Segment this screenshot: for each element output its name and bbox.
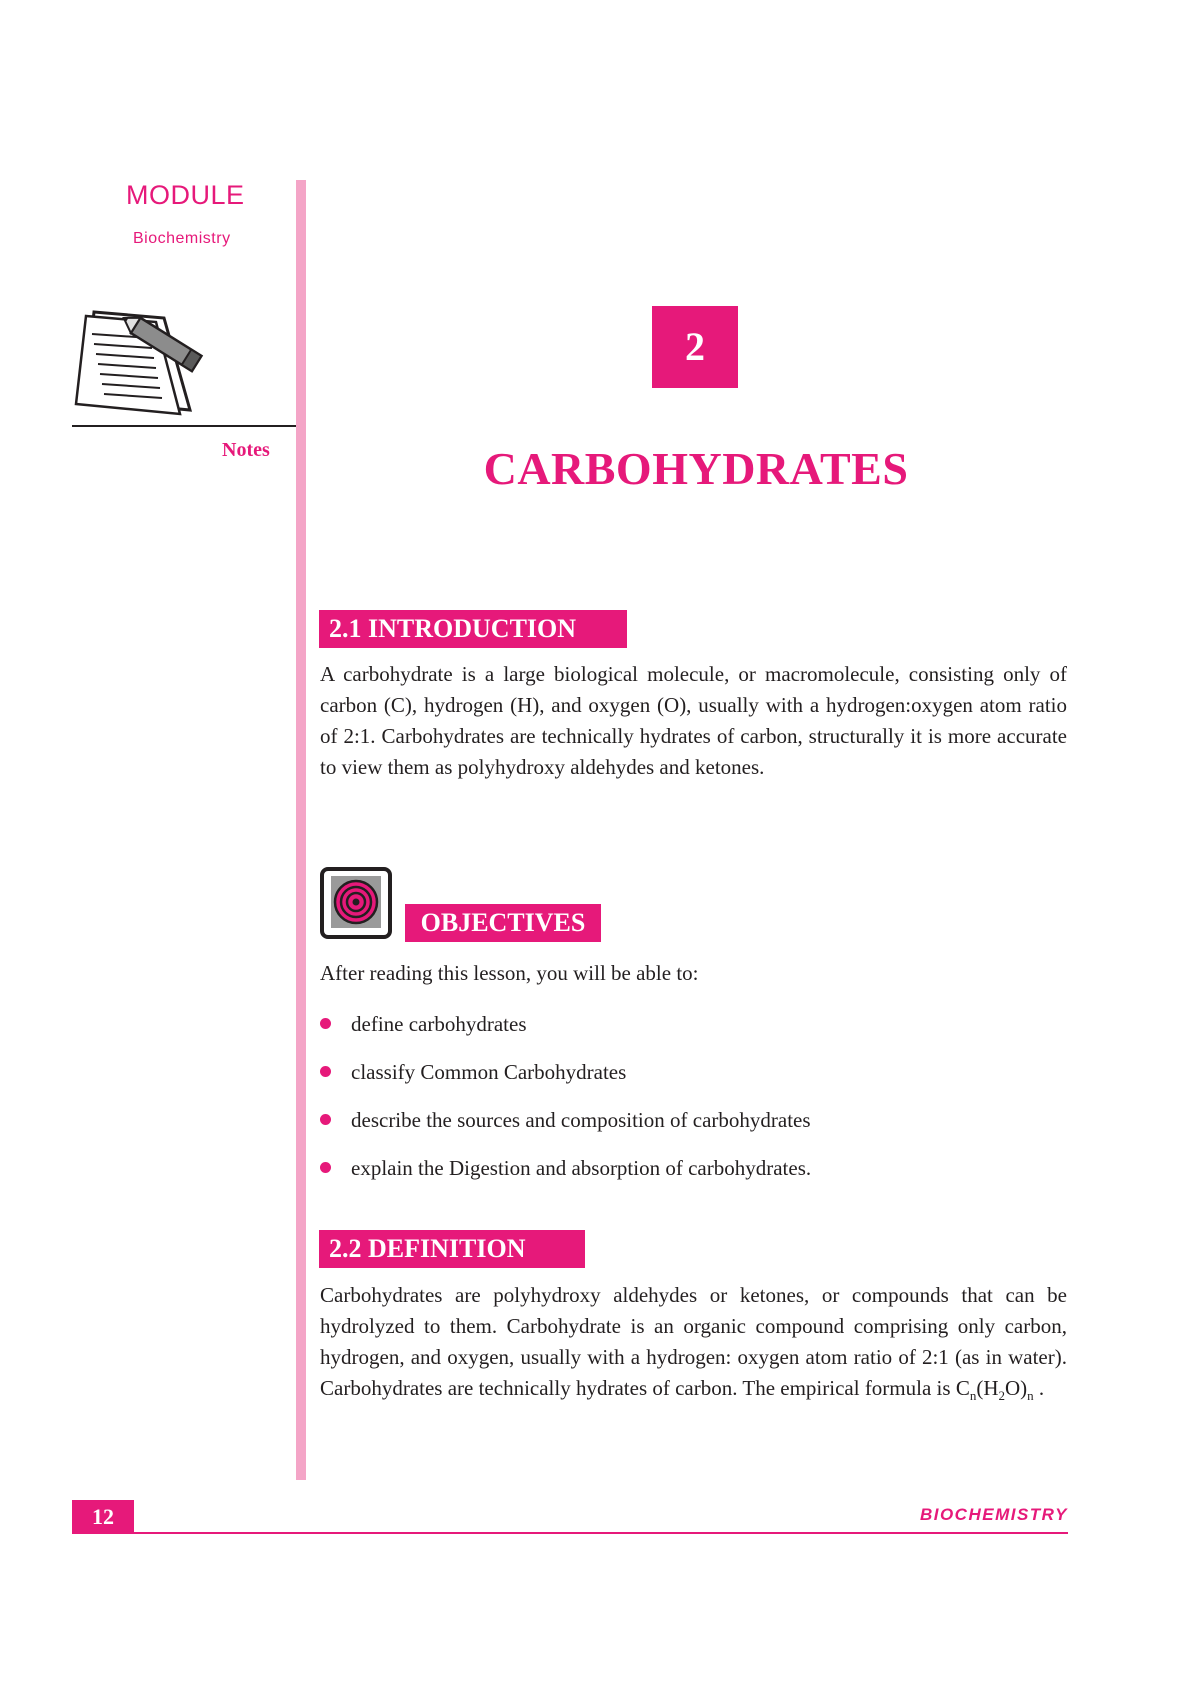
objective-text: describe the sources and composition of carbohydrates xyxy=(351,1108,811,1132)
definition-heading: 2.2 DEFINITION xyxy=(319,1230,585,1268)
page-number: 12 xyxy=(72,1500,134,1534)
objectives-lead: After reading this lesson, you will be able to: xyxy=(320,961,699,985)
introduction-paragraph: A carbohydrate is a large biological molecule, or macromolecule, consisting only of carbon (C), hydrogen (H), and oxygen (O), usually with a hydrogen:oxygen atom ratio of 2:1. Carbohydrates are technically hydrates of carbon, structurally it is more accurate to view them as polyhydroxy aldehydes and ketones. xyxy=(320,662,1067,779)
bullet-icon xyxy=(320,1066,331,1077)
list-item xyxy=(320,1058,626,1086)
objective-text: explain the Digestion and absorption of carbohydrates. xyxy=(351,1156,812,1180)
notes-divider xyxy=(72,425,300,427)
notepad-pen-icon xyxy=(72,300,212,420)
definition-body: Carbohydrates are polyhydroxy aldehydes or ketones, or compounds that can be hydrolyzed to them. Carbohydrate is an organic compound comprising only carbon, hydrogen, and oxygen, usually with a hydrogen: oxygen atom ratio of 2:1 (as in water). Carbohydrates are technically hydrates of carbon. xyxy=(320,1283,1067,1400)
list-item xyxy=(320,1106,811,1134)
module-subject: Biochemistry xyxy=(133,230,231,247)
notes-label: Notes xyxy=(222,439,270,461)
footer-title: BIOCHEMISTRY xyxy=(919,1505,1068,1524)
list-item xyxy=(320,1154,811,1182)
objective-text: classify Common Carbohydrates xyxy=(351,1060,627,1084)
empirical-formula: $C_n(H_2O)_n$ . xyxy=(955,1376,1045,1404)
chapter-title: CARBOHYDRATES xyxy=(483,443,909,494)
target-icon xyxy=(319,866,393,940)
margin-bar xyxy=(296,180,306,1480)
footer-rule xyxy=(134,1532,1068,1534)
introduction-heading: 2.1 INTRODUCTION xyxy=(319,610,627,648)
formula-lead: The empirical formula is xyxy=(742,1376,951,1400)
objectives-heading: OBJECTIVES xyxy=(405,904,601,942)
module-label: MODULE xyxy=(126,180,245,210)
list-item xyxy=(320,1010,527,1038)
bullet-icon xyxy=(320,1018,331,1029)
definition-paragraph xyxy=(320,1280,1067,1411)
bullet-icon xyxy=(320,1162,331,1173)
objective-text: define carbohydrates xyxy=(351,1012,527,1036)
chapter-number: 2 xyxy=(652,306,738,388)
bullet-icon xyxy=(320,1114,331,1125)
